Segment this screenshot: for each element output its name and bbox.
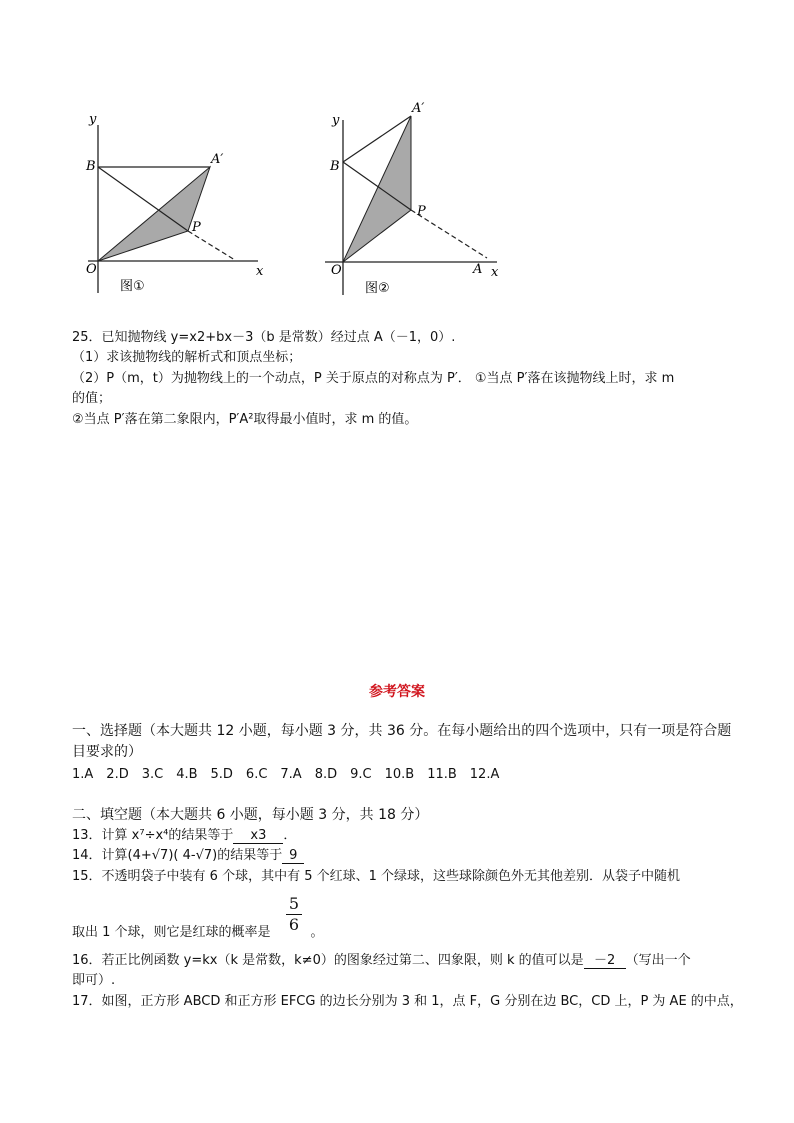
shaded-triangle xyxy=(98,167,210,261)
section2-heading: 二、填空题（本大题共 6 小题，每小题 3 分，共 18 分） xyxy=(72,807,429,823)
q25-part2-a: （2）P（m，t）为抛物线上的一个动点，P 关于原点的对称点为 P′． ①当点 P′落在该抛物线上时，求 m xyxy=(72,371,675,386)
label-P: P xyxy=(192,220,201,235)
label-A-prime: A′ xyxy=(412,101,425,116)
label-O: O xyxy=(86,262,97,277)
label-x: x xyxy=(256,264,264,279)
choice-answers: 1.A 2.D 3.C 4.B 5.D 6.C 7.A 8.D 9.C 10.B 11.B 12.A xyxy=(72,767,500,782)
caption-fig2: 图② xyxy=(365,281,390,296)
q14 xyxy=(72,846,304,866)
q15-line-b xyxy=(72,923,324,943)
dashed-segment xyxy=(188,231,235,260)
label-A-prime: A′ xyxy=(211,152,224,167)
caption-fig1: 图① xyxy=(120,279,145,294)
q25-part2-c: ②当点 P′落在第二象限内，P′A²取得最小值时，求 m 的值。 xyxy=(72,412,418,427)
q25-part2-b: 的值； xyxy=(72,391,112,406)
q17: 17．如图，正方形 ABCD 和正方形 EFCG 的边长分别为 3 和 1，点 F，G 分别在边 BC，CD 上，P 为 AE 的中点， xyxy=(72,994,743,1009)
q16 xyxy=(72,951,691,971)
label-O: O xyxy=(331,263,342,278)
q15-numerator: 5 xyxy=(288,894,300,913)
q14-answer: 9 xyxy=(282,848,304,864)
q16-line-b: 即可）. xyxy=(72,973,116,988)
q25-part1: （1）求该抛物线的解析式和顶点坐标； xyxy=(72,350,302,365)
q15-text: 取出 1 个球，则它是红球的概率是 xyxy=(72,925,271,940)
q14-text: 14．计算(4+√7)( 4-√7)的结果等于 xyxy=(72,848,283,863)
label-B: B xyxy=(330,159,340,174)
section1-heading-b: 目要求的） xyxy=(72,744,142,760)
q13-answer: x3 xyxy=(233,828,283,844)
q15-denominator: 6 xyxy=(288,915,300,934)
label-P: P xyxy=(417,204,426,219)
answers-title: 参考答案 xyxy=(369,684,425,700)
q13-post: ． xyxy=(283,828,297,843)
figure-2 xyxy=(315,100,515,300)
label-A: A xyxy=(473,262,483,277)
label-y: y xyxy=(89,112,97,127)
section1-heading-a: 一、选择题（本大题共 12 小题，每小题 3 分，共 36 分。在每小题给出的四个选项中，只有一项是符合题 xyxy=(72,723,732,739)
shaded-triangle xyxy=(343,116,411,262)
q15-line-a: 15．不透明袋子中装有 6 个球，其中有 5 个红球、1 个绿球，这些球除颜色外无其他差别．从袋子中随机 xyxy=(72,869,681,884)
label-B: B xyxy=(86,159,96,174)
q16-answer: －2 xyxy=(584,953,626,969)
q13 xyxy=(72,826,296,846)
figure-1 xyxy=(70,105,270,300)
label-y: y xyxy=(332,113,340,128)
q15-post: 。 xyxy=(310,925,324,940)
label-x: x xyxy=(491,265,499,280)
q16-post: （写出一个 xyxy=(625,953,691,968)
q16-text: 16．若正比例函数 y=kx（k 是常数，k≠0）的图象经过第二、四象限，则 k 的值可以是 xyxy=(72,953,584,968)
q25-stem: 25．已知抛物线 y=x2+bx－3（b 是常数）经过点 A（－1，0）. xyxy=(72,330,456,345)
q13-text: 13．计算 x⁷÷x⁴的结果等于 xyxy=(72,828,234,843)
